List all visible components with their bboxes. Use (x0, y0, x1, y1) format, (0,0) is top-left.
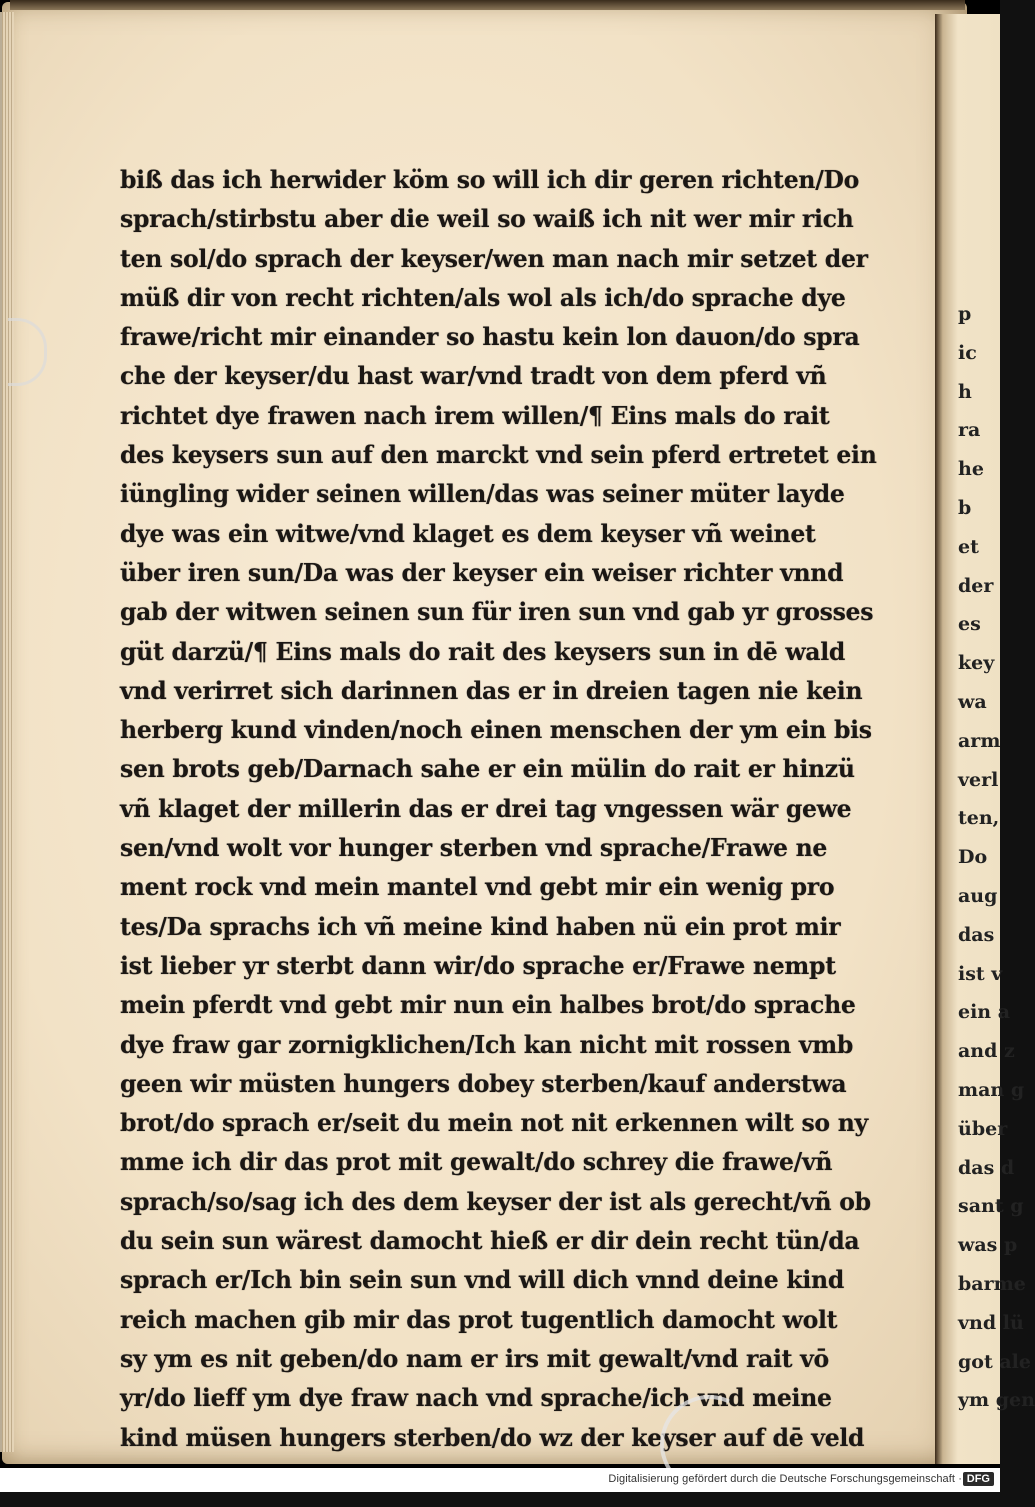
facing-page-fragment: verl (958, 768, 999, 791)
text-line: yr/do lieff ym dye fraw nach vnd sprache/ich vnd meine (120, 1383, 832, 1413)
facing-page-fragment: h (958, 380, 972, 403)
text-line: richtet dye frawen nach irem willen/¶ Eins mals do rait (120, 400, 830, 430)
text-line: biß das ich herwider köm so will ich dir geren richten/Do (120, 165, 860, 194)
text-line: reich machen gib mir das prot tugentlich damocht wolt (120, 1304, 838, 1334)
text-line: mein pferdt vnd gebt mir nun ein halbes brot/do sprache (120, 990, 856, 1020)
facing-page-fragment: ein a (958, 1001, 1011, 1024)
footer-credit: Digitalisierung gefördert durch die Deutsche Forschungsgemeinschaft · (608, 1473, 962, 1485)
text-line: dye fraw gar zornigklichen/Ich kan nicht mit rossen vmb (120, 1029, 854, 1059)
facing-page-fragment: ic (958, 341, 977, 364)
facing-page-fragment: et (958, 535, 979, 558)
facing-page-fragment: he (958, 458, 984, 481)
facing-page-text (958, 295, 1035, 1420)
text-line: sen brots geb/Darnach sahe er ein mülin do rait er hinzü (120, 754, 855, 784)
text-line: sen/vnd wolt vor hunger sterben vnd sprache/Frawe ne (120, 833, 828, 863)
facing-page-fragment: and z (958, 1040, 1015, 1063)
dfg-logo: DFG (963, 1472, 994, 1486)
book-edge (10, 0, 965, 10)
text-line: über iren sun/Da was der keyser ein weiser richter vnnd (120, 557, 844, 587)
text-line: vñ klaget der millerin das er drei tag vngessen wär gewe (120, 793, 852, 823)
text-line: dye was ein witwe/vnd klaget es dem keyser vñ weinet (120, 518, 816, 548)
facing-page-fragment: über (958, 1117, 1008, 1140)
text-line: müß dir von recht richten/als wol als ich/do sprache dye (120, 282, 846, 312)
text-line: vnd verirret sich darinnen das er in dreien tagen nie kein (120, 675, 863, 705)
page-stack-edge (0, 12, 14, 1452)
facing-page-fragment: aug (958, 884, 998, 907)
facing-page-fragment: es (958, 613, 981, 636)
facing-page-fragment: ym gen (958, 1389, 1035, 1412)
text-line: tes/Da sprachs ich vñ meine kind haben nü ein prot mir (120, 911, 841, 941)
facing-page-fragment: das (958, 923, 995, 946)
facing-page-fragment: arm (958, 729, 1001, 752)
text-line: sy ym es nit geben/do nam er irs mit gewalt/vnd rait vō (120, 1343, 829, 1373)
text-line: kind müsen hungers sterben/do wz der keyser auf dē veld (120, 1422, 865, 1452)
text-line: gab der witwen seinen sun für iren sun vnd gab yr grosses (120, 597, 874, 627)
text-line: mme ich dir das prot mit gewalt/do schrey die frawe/vñ (120, 1147, 833, 1177)
facing-page-fragment: der (958, 574, 994, 597)
facing-page-fragment: b (958, 496, 972, 519)
facing-page-fragment: wa (958, 690, 987, 713)
facing-page-fragment: ra (958, 419, 981, 442)
text-line: che der keyser/du hast war/vnd tradt von dem pferd vñ (120, 361, 827, 391)
text-line: sprach er/Ich bin sein sun vnd will dich vnnd deine kind (120, 1265, 845, 1295)
text-line: frawe/richt mir einander so hastu kein lon dauon/do spra (120, 322, 860, 352)
facing-page-fragment: got ale (958, 1350, 1031, 1373)
facing-page-fragment: p (958, 303, 972, 325)
text-line: geen wir müsten hungers dobey sterben/kauf anderstwa (120, 1068, 847, 1098)
text-line: ment rock vnd mein mantel vnd gebt mir ein wenig pro (120, 872, 835, 902)
facing-page-fragment: ist v (958, 962, 1003, 985)
facing-page-fragment: sant g (958, 1195, 1024, 1218)
text-line: ist lieber yr sterbt dann wir/do sprache er/Frawe nempt (120, 950, 836, 980)
text-line: sprach/so/sag ich des dem keyser der ist als gerecht/vñ ob (120, 1186, 871, 1216)
footer-bar (0, 1468, 1000, 1492)
text-line: herberg kund vinden/noch einen menschen der ym ein bis (120, 715, 872, 745)
page-text-block (120, 160, 895, 1457)
text-line: des keysers sun auf den marckt vnd sein pferd ertretet ein (120, 440, 877, 470)
facing-page-fragment: das d (958, 1156, 1015, 1179)
facing-page-fragment: barme (958, 1272, 1026, 1295)
facing-page-fragment: man g (958, 1078, 1025, 1101)
text-line: du sein sun wärest damocht hieß er dir dein recht tün/da (120, 1226, 860, 1256)
facing-page-fragment: ten, (958, 807, 1000, 830)
text-line: brot/do sprach er/seit du mein not nit erkennen wilt so ny (120, 1108, 868, 1138)
text-line: güt darzü/¶ Eins mals do rait des keysers sun in dē wald (120, 636, 846, 666)
facing-page-fragment: key (958, 652, 995, 675)
facing-page-fragment: Do (958, 846, 988, 869)
text-line: ten sol/do sprach der keyser/wen man nach mir setzet der (120, 243, 868, 273)
text-line: iüngling wider seinen willen/das was seiner müter layde (120, 479, 845, 509)
text-line: sprach/stirbstu aber die weil so waiß ich nit wer mir rich (120, 204, 854, 234)
facing-page-fragment: was p (958, 1234, 1018, 1257)
facing-page-fragment: vnd lü (958, 1311, 1024, 1334)
